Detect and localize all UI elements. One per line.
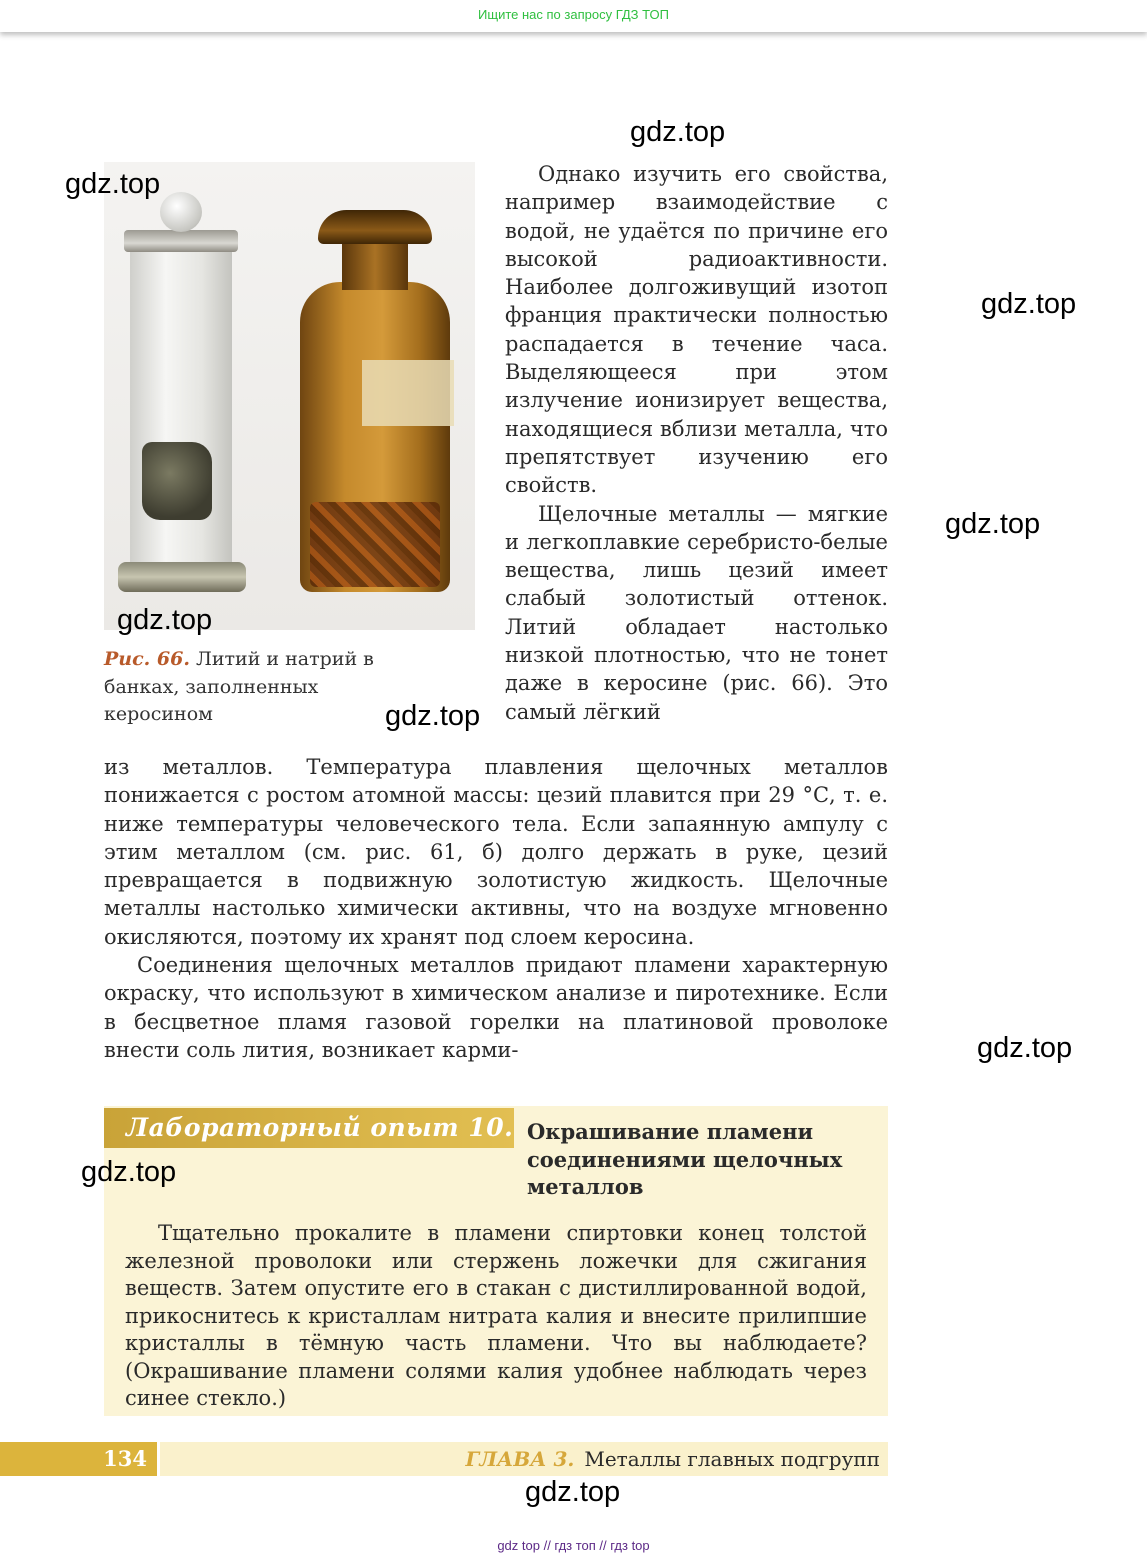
lab-paragraph: Тщательно прокалите в пламени спиртовки конец толстой железной проволоки или стержень ложечки для сжигания веществ. Затем опустите его в стакан с дистиллированной водой, прикоснитесь к кристаллам нитрата калия и внесите прилипшие кристаллы в тёмную часть пламени. Что вы наблюдаете? (Окрашивание пламени солями калия удобнее наблюдать через синее стекло.) [125,1221,867,1410]
watermark: gdz.top [981,288,1077,320]
lab-tag: Лабораторный опыт 10. [104,1108,514,1148]
sodium-bottle-stopper [318,210,432,244]
lab-title: Окрашивание пламени соединениями щелочных металлов [527,1119,843,1199]
main-text [104,753,888,1064]
paragraph: Однако изучить его свойства, например взаимодействие с водой, не удаётся по причине его высокой радиоактивности. Наиболее долгоживущий изотоп франция практически полностью распадается в течение часа. Выделяющееся при этом излучение ионизирует вещества, находящиеся вблизи металла, что препятствует изучению его свойств. [505,162,888,498]
page-number: 134 [0,1442,157,1476]
lithium-jar-base [118,562,246,592]
watermark: gdz.top [630,116,726,148]
paragraph-continuation: из металлов. Температура плавления щелочных металлов понижается с ростом атомной массы: цезий плавится при 29 °С, т. е. ниже температуры человеческого тела. Если запаянную ампулу с этим металлом (см. рис. 61, б) долго держать в руке, цезий превращается в подвижную золотистую жидкость. Щелочные металлы настолько химически активны, что на воздухе мгновенно окисляются, поэтому их хранят под слоем керосина. [104,755,888,949]
sodium-bottle-label [362,360,454,426]
top-banner [0,0,1147,32]
watermark: gdz.top [977,1032,1073,1064]
top-banner-link[interactable]: Ищите нас по запросу ГДЗ ТОП [478,7,669,22]
lithium-jar [130,244,232,574]
right-column-text [505,160,888,726]
watermark: gdz.top [65,168,161,200]
lithium-jar-lid [124,230,238,252]
sodium-pieces [310,502,440,587]
figure-caption [104,646,404,729]
chapter-label: ГЛАВА 3. [465,1447,575,1471]
paragraph: Щелочные металлы — мягкие и легкоплавкие серебристо-белые вещества, лишь цезий имеет слабый золотистый оттенок. Литий обладает настолько низкой плотностью, что не тонет даже в керосине (рис. 66). Это самый лёгкий [505,501,888,724]
watermark: gdz.top [945,508,1041,540]
lithium-jar-knob [160,192,202,232]
figure-caption-label: Рис. 66. [104,648,190,670]
paragraph: Соединения щелочных металлов придают пламени характерную окраску, что используют в химическом анализе и пиротехнике. Если в бесцветное пламя газовой горелки на платиновой проволоке внести соль лития, возникает карми- [104,953,888,1062]
watermark: gdz.top [117,604,213,636]
chapter-title: Металлы главных подгрупп [584,1447,880,1471]
sodium-bottle-neck [342,240,408,290]
watermark: gdz.top [525,1476,621,1508]
watermark: gdz.top [385,700,481,732]
watermark: gdz.top [81,1156,177,1188]
figure-caption-text: Литий и натрий в банках, заполненных керосином [104,648,374,725]
figure-photo [104,162,475,630]
chapter-footer [160,1442,888,1476]
bottom-links[interactable]: gdz top // гдз топ // гдз top [497,1538,650,1553]
lithium-piece [142,442,212,520]
lab-text [125,1220,867,1413]
